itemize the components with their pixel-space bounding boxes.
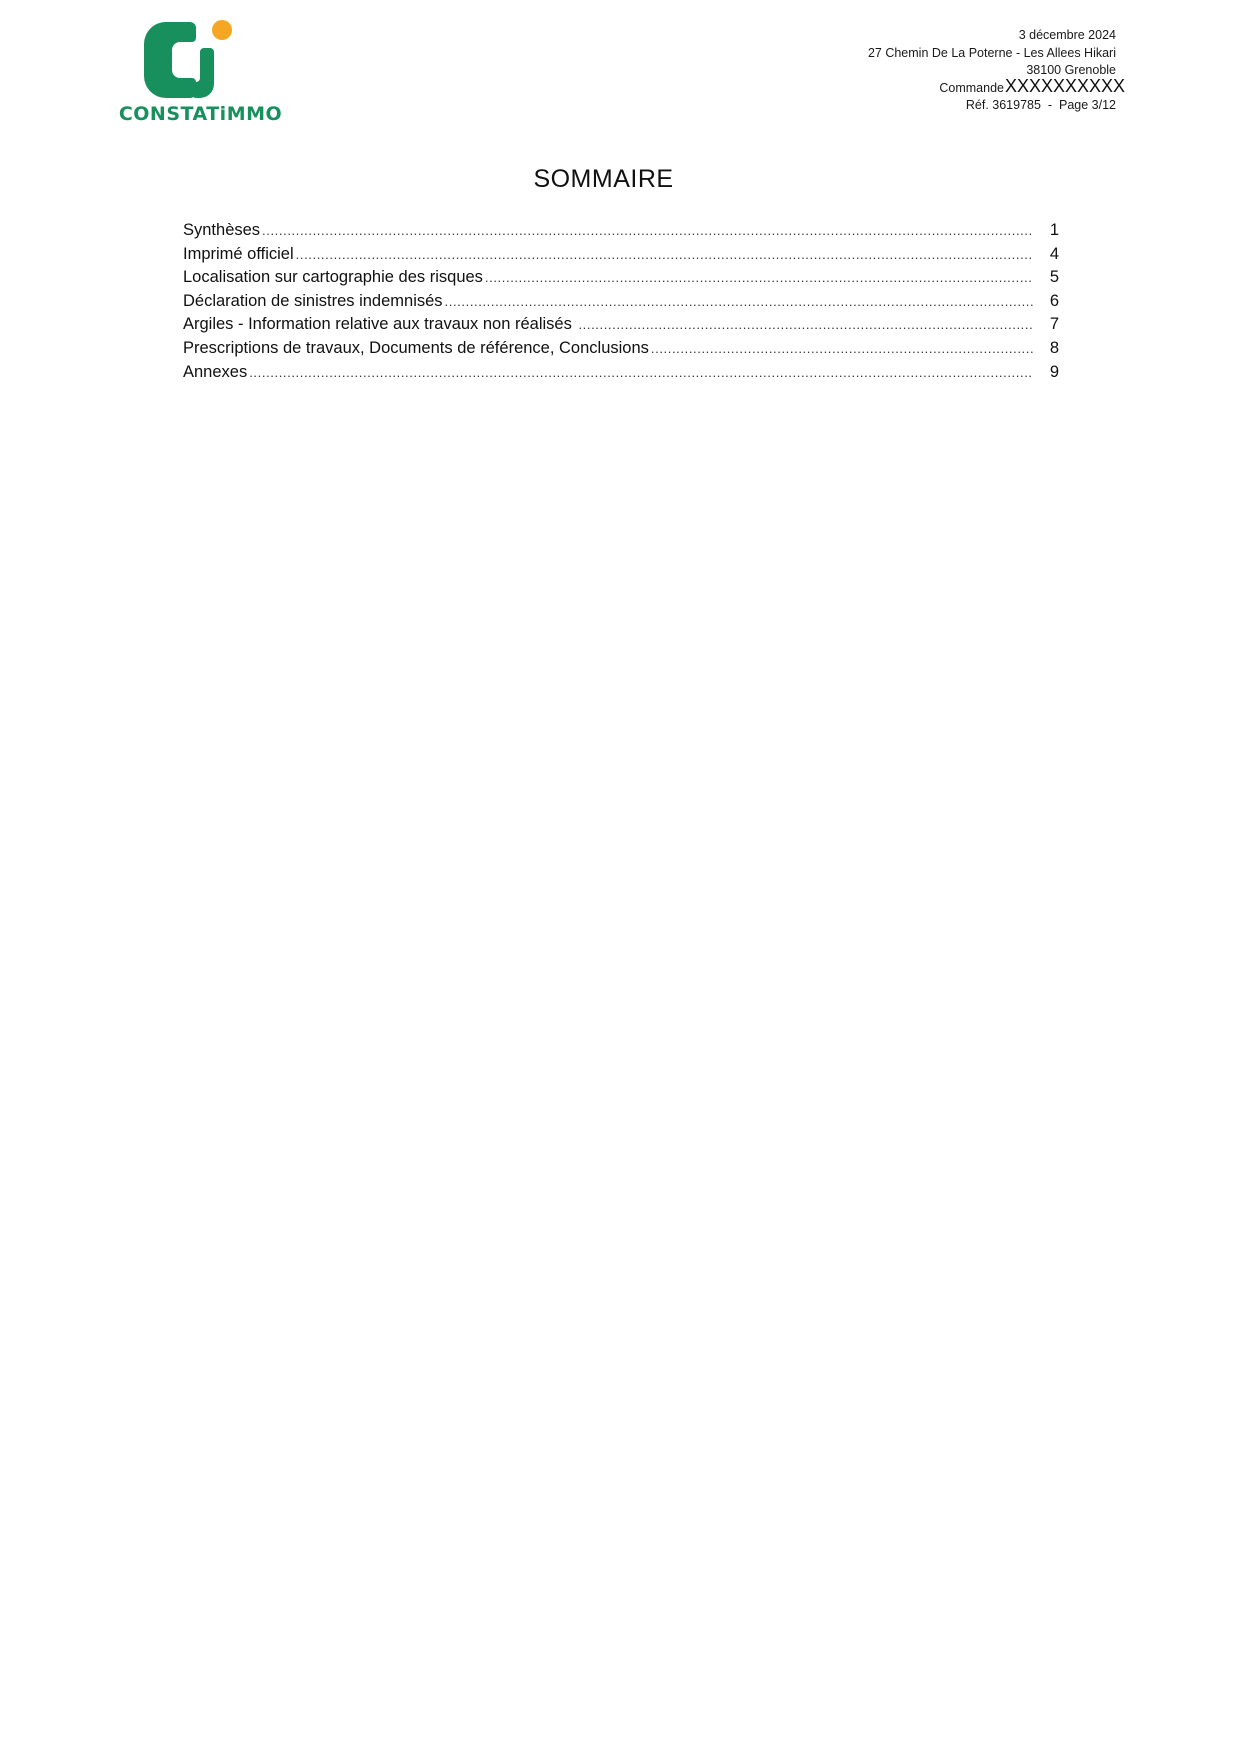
document-date: 3 décembre 2024 [1018, 28, 1116, 42]
toc-entry[interactable] [183, 313, 1059, 337]
toc-entry-label: Argiles - Information relative aux travaux non réalisés [183, 315, 577, 334]
toc-entry[interactable] [183, 361, 1059, 385]
toc-entry-page: 7 [1049, 315, 1059, 334]
toc-entry-label: Annexes [183, 362, 248, 381]
toc-entry-page: 9 [1049, 362, 1059, 381]
property-address: 27 Chemin De La Poterne - Les Allees Hikari [867, 45, 1116, 60]
toc-entry-label: Imprimé officiel [183, 244, 294, 263]
toc-entry-page: 5 [1049, 268, 1059, 287]
toc-dot-leader [296, 243, 1033, 267]
toc-dot-leader [651, 337, 1033, 361]
toc-dot-leader [578, 313, 1033, 337]
toc-entry-page: 4 [1049, 244, 1059, 263]
toc-entry-label: Synthèses [183, 221, 261, 239]
document-header [868, 27, 1116, 115]
property-city: 38100 Grenoble [1026, 63, 1116, 78]
toc-entry[interactable] [183, 219, 1059, 243]
toc-entry[interactable] [183, 266, 1059, 290]
toc-entry-page: 8 [1049, 338, 1059, 357]
toc-dot-leader [445, 290, 1033, 314]
toc-entry-label: Localisation sur cartographie des risques [183, 268, 483, 287]
toc-entry[interactable] [183, 243, 1059, 267]
toc-entry-label: Prescriptions de travaux, Documents de référence, Conclusions [183, 338, 649, 357]
toc-dot-leader [262, 219, 1033, 243]
table-of-contents [183, 219, 1059, 384]
brand-name: CONSTATiMMO [118, 103, 283, 125]
toc-entry-page: 6 [1049, 291, 1059, 310]
toc-entry[interactable] [183, 290, 1059, 314]
toc-entry-label: Déclaration de sinistres indemnisés [183, 291, 443, 310]
company-logo [118, 18, 283, 130]
toc-entry-page: 1 [1049, 221, 1059, 239]
reference-page: Réf. 3619785 - Page 3/12 [965, 98, 1116, 113]
page-title: SOMMAIRE [533, 165, 674, 193]
order-number-redacted: XXXXXXXXXX [1005, 76, 1126, 96]
toc-entry[interactable] [183, 337, 1059, 361]
order-label: Commande [939, 80, 1004, 95]
logo-mark-icon [118, 18, 283, 103]
toc-dot-leader [249, 361, 1033, 385]
toc-dot-leader [485, 266, 1033, 290]
